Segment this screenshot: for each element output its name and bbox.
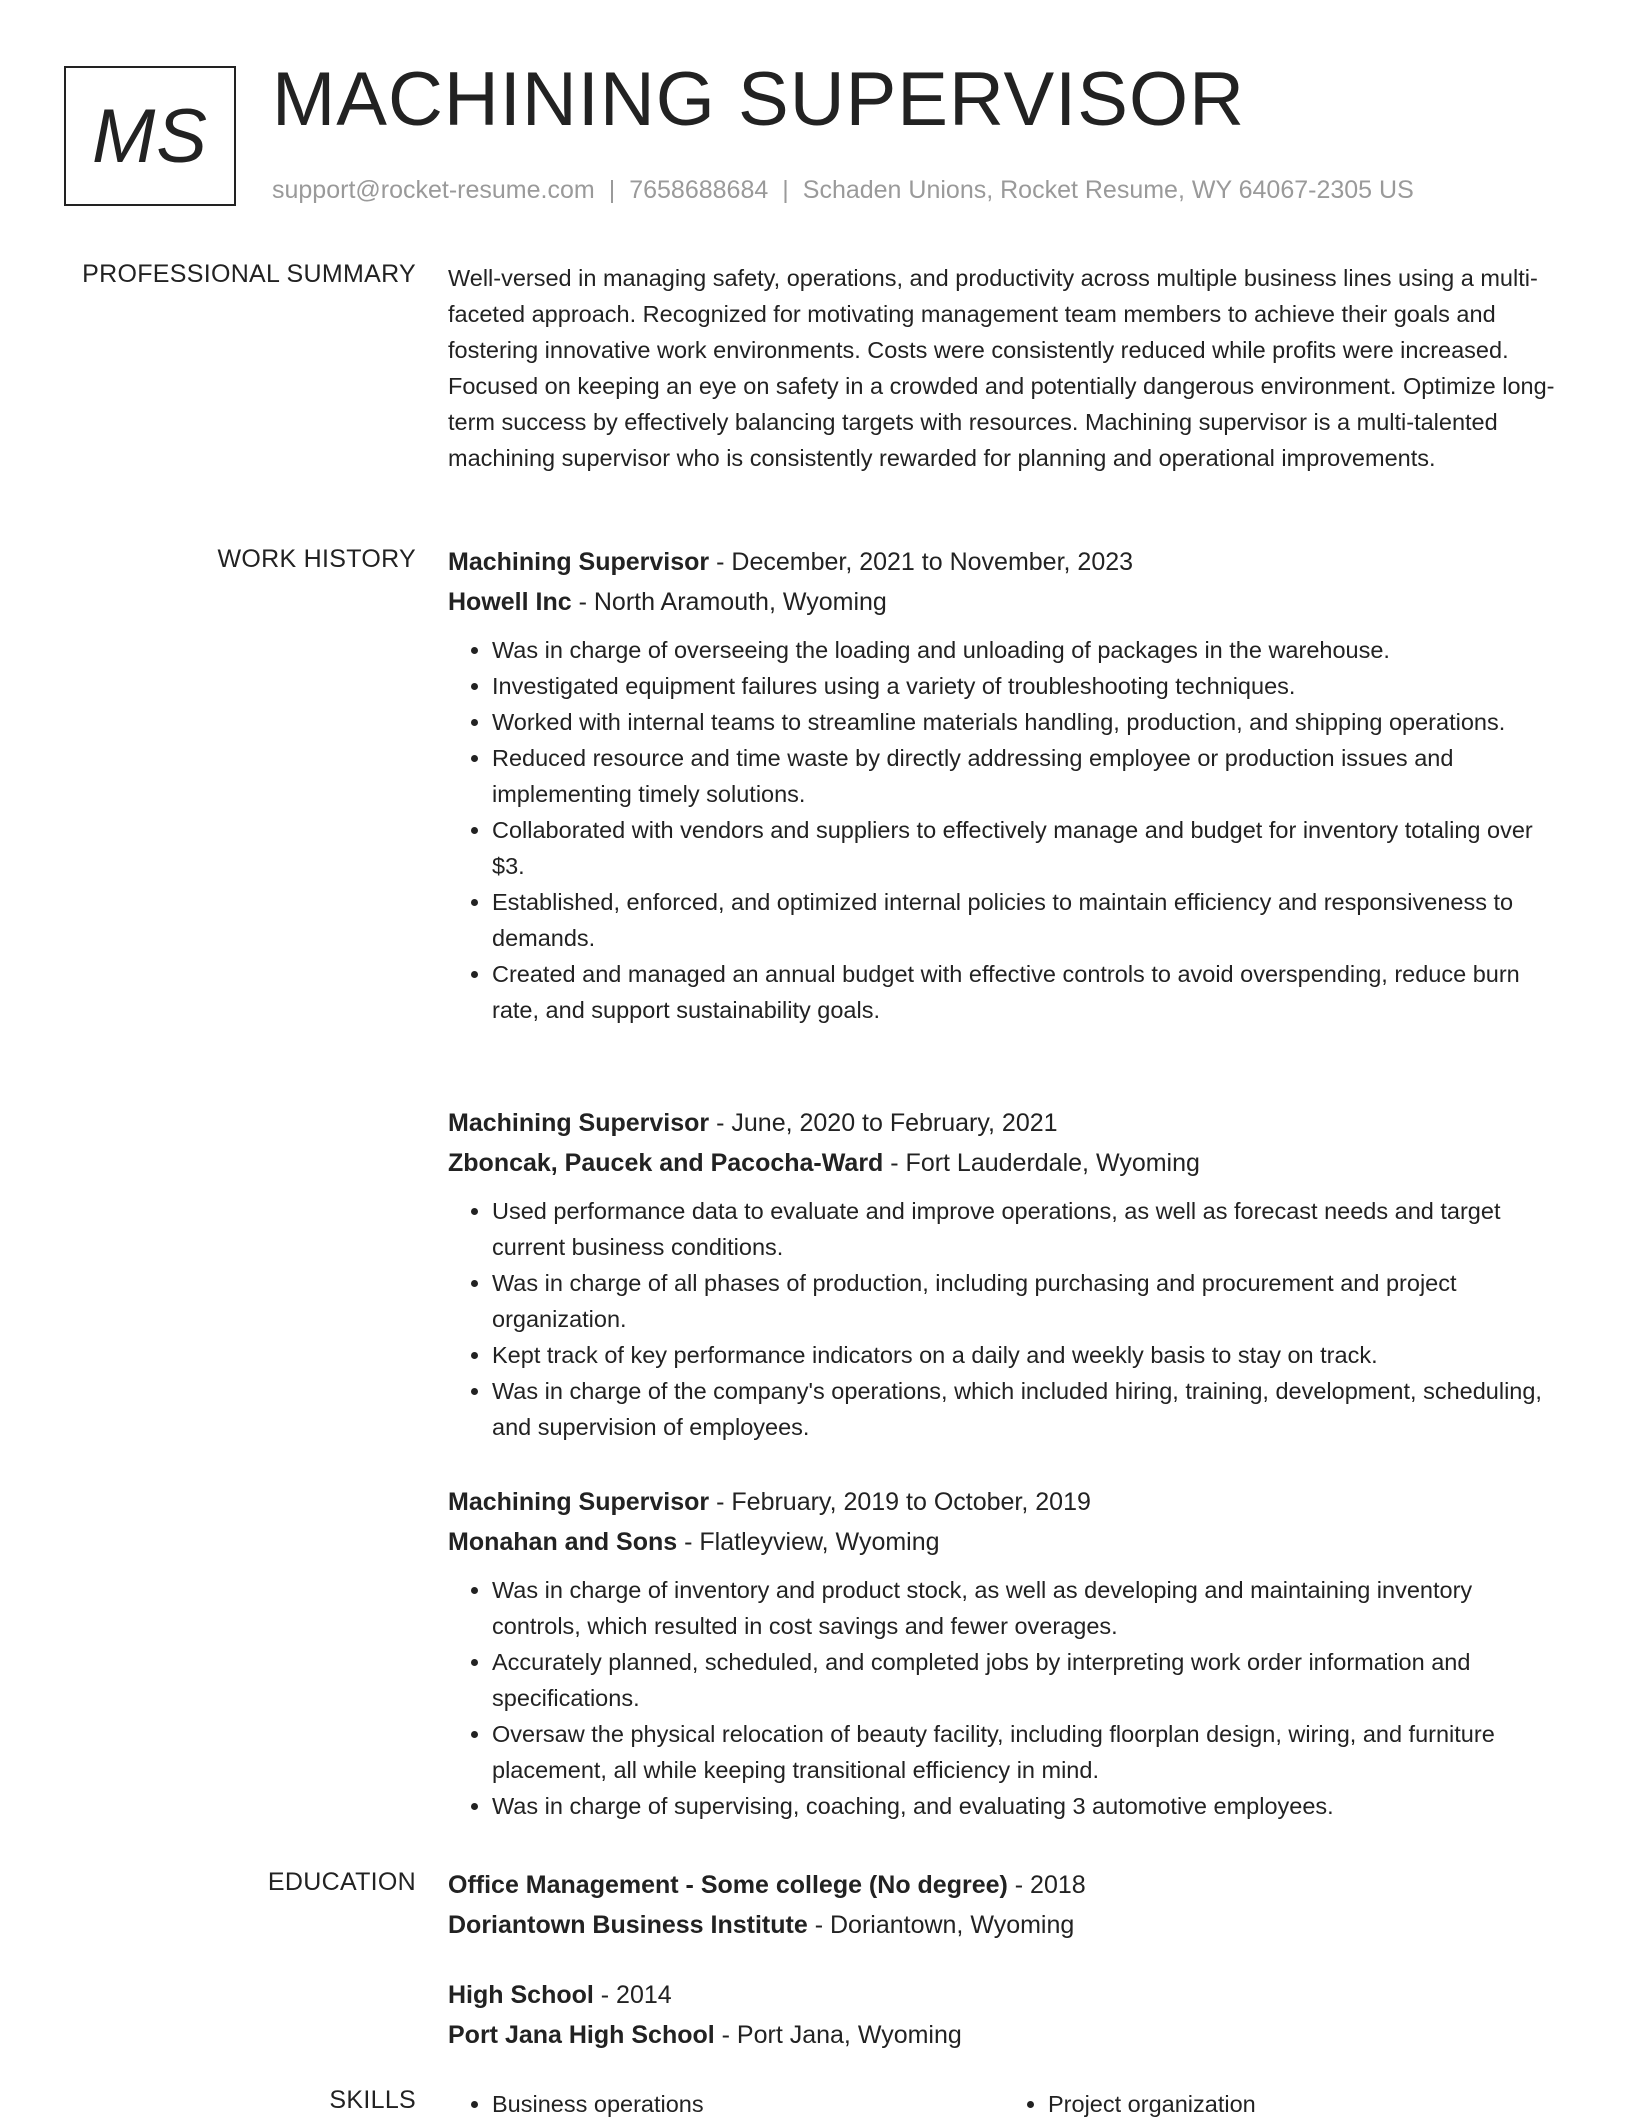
job-bullet: • Was in charge of overseeing the loading and unloading of packages in the warehouse. [492, 632, 1560, 668]
job-company-line [448, 1522, 1560, 1562]
contact-separator: | [782, 176, 789, 204]
education-school: Doriantown Business Institute [448, 1911, 808, 1939]
job-dates: - December, 2021 to November, 2023 [709, 548, 1134, 576]
skill-item: • Project organization [1048, 2086, 1560, 2122]
job-bullet: • Worked with internal teams to streamline materials handling, production, and shipping operations. [492, 704, 1560, 740]
job-bullet: • Was in charge of supervising, coaching, and evaluating 3 automotive employees. [492, 1788, 1560, 1824]
education-degree-line [448, 1865, 1560, 1905]
job-location: - North Aramouth, Wyoming [571, 588, 887, 616]
skills-column [1004, 2086, 1560, 2122]
education-entry [448, 1975, 1560, 2055]
job-dates: - June, 2020 to February, 2021 [709, 1109, 1058, 1137]
job-bullet: • Was in charge of the company's operations, which included hiring, training, development, scheduling, and supervision of employees. [492, 1373, 1560, 1445]
contact-email: support@rocket-resume.com [272, 176, 595, 204]
job-company-line [448, 1143, 1560, 1183]
skills-column [448, 2086, 1004, 2122]
job-bullet: • Created and managed an annual budget with effective controls to avoid overspending, reduce burn rate, and support sustainability goals. [492, 956, 1560, 1028]
job-bullet: • Investigated equipment failures using a variety of troubleshooting techniques. [492, 668, 1560, 704]
section-label-work: WORK HISTORY [217, 545, 416, 573]
job-title-line [448, 1482, 1560, 1522]
contact-separator: | [608, 176, 616, 204]
contact-line [272, 176, 1414, 205]
job-bullets [448, 632, 1560, 1028]
section-label-education: EDUCATION [267, 1868, 416, 1896]
monogram: MS [64, 66, 236, 206]
job-bullet: • Accurately planned, scheduled, and completed jobs by interpreting work order information and specifications. [492, 1644, 1560, 1716]
job-company-line [448, 582, 1560, 622]
section-label-summary: PROFESSIONAL SUMMARY [82, 260, 416, 288]
job-company: Howell Inc [448, 588, 572, 616]
job-title: Machining Supervisor [448, 548, 710, 576]
job-title-line [448, 1103, 1560, 1143]
education-school-line [448, 1905, 1560, 1945]
job-bullet: • Kept track of key performance indicators on a daily and weekly basis to stay on track. [492, 1337, 1560, 1373]
job-company: Monahan and Sons [448, 1528, 678, 1556]
education-year: - 2018 [1007, 1871, 1086, 1899]
job-bullet: • Oversaw the physical relocation of beauty facility, including floorplan design, wiring, and furniture placement, all while keeping transitional efficiency in mind. [492, 1716, 1560, 1788]
education-school-line [448, 2015, 1560, 2055]
job-location: - Fort Lauderdale, Wyoming [883, 1149, 1200, 1177]
section-label-skills: SKILLS [329, 2086, 416, 2114]
job-dates: - February, 2019 to October, 2019 [709, 1488, 1091, 1516]
job-bullet: • Used performance data to evaluate and improve operations, as well as forecast needs and target current business conditions. [492, 1193, 1560, 1265]
job-bullet: • Established, enforced, and optimized internal policies to maintain efficiency and responsiveness to demands. [492, 884, 1560, 956]
education-degree: High School [448, 1981, 594, 2009]
summary-section [448, 260, 1560, 476]
contact-phone: 7658688684 [629, 176, 769, 204]
job-company: Zboncak, Paucek and Pacocha-Ward [448, 1149, 884, 1177]
education-degree: Office Management - Some college (No degree) [448, 1871, 1008, 1899]
job-bullets [448, 1572, 1560, 1824]
education-school: Port Jana High School [448, 2021, 715, 2049]
page-title: MACHINING SUPERVISOR [272, 57, 1245, 142]
job-bullet: • Was in charge of inventory and product stock, as well as developing and maintaining inventory controls, which resulted in cost savings and fewer overages. [492, 1572, 1560, 1644]
education-year: - 2014 [593, 1981, 672, 2009]
job-title-line [448, 542, 1560, 582]
contact-address: Schaden Unions, Rocket Resume, WY 64067-2305 US [802, 176, 1414, 204]
job-title: Machining Supervisor [448, 1488, 710, 1516]
summary-text: Well-versed in managing safety, operations, and productivity across multiple business lines using a multi-faceted approach. Recognized for motivating management team members to achieve their goals and fostering innovative work environments. Costs were consistently reduced while profits were increased. Focused on keeping an eye on safety in a crowded and potentially dangerous environment. Optimize long-term success by effectively balancing targets with resources. Machining supervisor is a multi-talented machining supervisor who is consistently rewarded for planning and operational improvements. [448, 265, 1555, 471]
job-entry [448, 542, 1560, 1028]
job-entry [448, 1103, 1560, 1445]
education-entry [448, 1865, 1560, 1945]
skills-list [448, 2086, 1560, 2122]
job-entry [448, 1482, 1560, 1824]
education-location: - Doriantown, Wyoming [807, 1911, 1075, 1939]
skill-item: • Business operations [492, 2086, 1004, 2122]
education-location: - Port Jana, Wyoming [714, 2021, 962, 2049]
education-degree-line [448, 1975, 1560, 2015]
job-bullet: • Was in charge of all phases of production, including purchasing and procurement and project organization. [492, 1265, 1560, 1337]
job-title: Machining Supervisor [448, 1109, 710, 1137]
job-location: - Flatleyview, Wyoming [677, 1528, 940, 1556]
job-bullets [448, 1193, 1560, 1445]
job-bullet: • Reduced resource and time waste by directly addressing employee or production issues and implementing timely solutions. [492, 740, 1560, 812]
job-bullet: • Collaborated with vendors and suppliers to effectively manage and budget for inventory totaling over $3. [492, 812, 1560, 884]
